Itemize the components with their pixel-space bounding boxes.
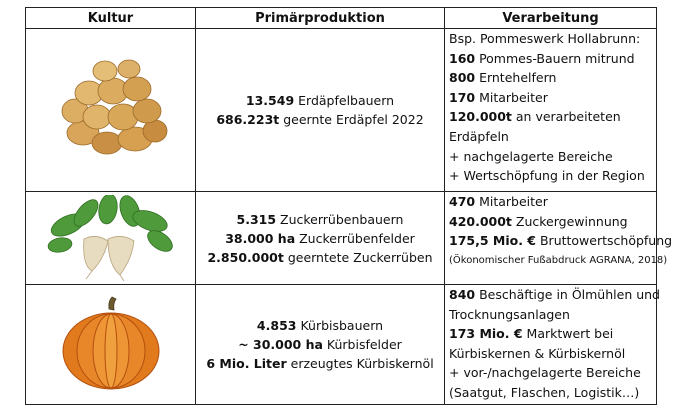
pumpkin-processing-line: Kürbiskernen & Kürbiskernöl	[449, 345, 626, 361]
potato-processing-line: 120.000t an verarbeiteten	[449, 109, 621, 125]
header-verarbeitung: Verarbeitung	[445, 8, 657, 29]
pumpkin-processing-line: 173 Mio. € Marktwert bei	[449, 326, 614, 342]
sugar-beet-primary-line: 38.000 ha Zuckerrübenfelder	[225, 230, 415, 246]
sugar-beet-image	[46, 195, 176, 281]
pumpkin-processing-line: 840 Beschäftige in Ölmühlen und	[449, 287, 660, 302]
pumpkin-processing-line: Trocknungsanlagen	[449, 306, 570, 322]
pumpkin-primary-line: 4.853 Kürbisbauern	[256, 318, 384, 333]
sugar-beet-primary-line: 5.315 Zuckerrübenbauern	[236, 211, 404, 227]
sugar-beet-primary-cell	[196, 192, 445, 285]
table-row-pumpkin	[26, 285, 657, 405]
sugar-beet-primary-line: 2.850.000t geerntete Zuckerrüben	[207, 249, 433, 265]
crop-table	[25, 7, 673, 405]
pumpkin-processing-cell	[445, 285, 660, 405]
potato-primary-line: 686.223t geernte Erdäpfel 2022	[216, 112, 424, 127]
pumpkin-image	[56, 295, 166, 395]
potato-processing-line: 160 Pommes-Bauern mitrund	[449, 50, 635, 66]
potato-processing-line: Bsp. Pommeswerk Hollabrunn:	[449, 31, 641, 46]
header-kultur: Kultur	[26, 8, 196, 29]
pumpkin-primary-line: 6 Mio. Liter erzeugtes Kürbiskernöl	[206, 356, 434, 371]
potato-processing-line: Erdäpfeln	[449, 128, 509, 144]
potato-processing-line: 170 Mitarbeiter	[449, 89, 548, 105]
sugar-beet-processing-line: 470 Mitarbeiter	[449, 194, 548, 209]
potato-processing-line: + nachgelagerte Bereiche	[449, 148, 613, 164]
sugar-beet-processing-line: 175,5 Mio. € Bruttowertschöpfung	[449, 233, 673, 249]
sugar-beet-source-note: (Ökonomischer Fußabdruck AGRANA, 2018)	[449, 254, 668, 266]
potato-processing-cell	[445, 29, 657, 192]
sugar-beet-image-cell	[26, 192, 196, 285]
potato-processing-line: + Wertschöpfung in der Region	[449, 168, 645, 184]
header-row	[26, 8, 657, 29]
pumpkin-primary-line: ~ 30.000 ha Kürbisfelder	[238, 337, 402, 352]
table-row-sugar-beet	[26, 192, 657, 285]
table-row-potato	[26, 29, 657, 192]
pumpkin-processing-line: + vor-/nachgelagerte Bereiche	[449, 365, 641, 381]
pumpkin-processing-line: (Saatgut, Flaschen, Logistik…)	[449, 384, 640, 400]
sugar-beet-processing-cell	[445, 192, 673, 285]
pumpkin-image-cell	[26, 285, 196, 405]
potato-processing-line: 800 Erntehelfern	[449, 70, 557, 86]
potatoes-image	[51, 55, 171, 165]
sugar-beet-processing-line: 420.000t Zuckergewinnung	[449, 213, 628, 229]
potato-image-cell	[26, 29, 196, 192]
potato-primary-line: 13.549 Erdäpfelbauern	[245, 93, 395, 108]
pumpkin-primary-cell	[196, 285, 445, 405]
potato-primary-cell	[196, 29, 445, 192]
header-primaerproduktion: Primärproduktion	[196, 8, 445, 29]
